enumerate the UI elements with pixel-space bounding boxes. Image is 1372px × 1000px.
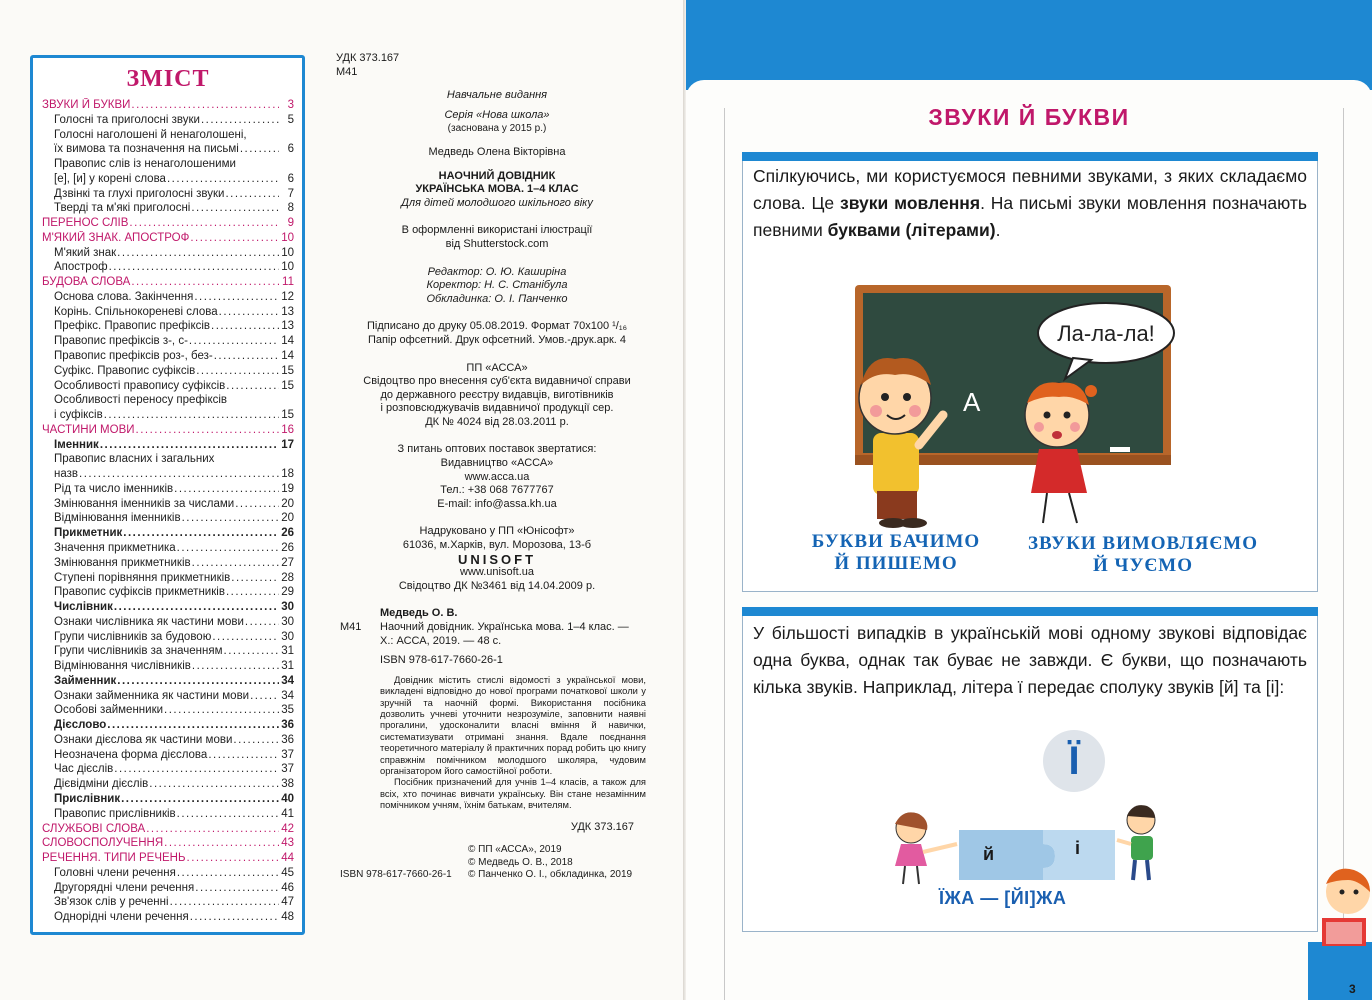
toc-page-number: 34	[281, 689, 294, 702]
toc-entry-label: Ознаки займенника як частини мови	[54, 689, 250, 702]
toc-entry	[42, 172, 294, 187]
toc-entry	[42, 246, 294, 261]
toc-page-number: 43	[281, 837, 294, 850]
toc-entry-label: Групи числівників за значенням	[54, 645, 223, 658]
publisher: ПП «АССА»	[466, 361, 528, 374]
toc-page-number: 14	[281, 335, 294, 348]
page-number: 3	[1349, 982, 1356, 996]
toc-entry-label: М'ЯКИЙ ЗНАК. АПОСТРОФ	[42, 231, 190, 244]
toc-leader-dots	[174, 482, 279, 497]
toc-page-number: 38	[281, 778, 294, 791]
unisoft-certificate: Свідоцтво ДК №3461 від 14.04.2009 р.	[398, 579, 596, 592]
info-box-sounds	[742, 152, 1318, 592]
term-letters: буквами (літерами)	[827, 220, 996, 240]
toc-entry	[42, 600, 294, 615]
toc-section	[42, 275, 294, 290]
toc-section	[42, 836, 294, 851]
table-of-contents	[30, 55, 305, 935]
certificate-1: Свідоцтво про внесення суб'єкта видавничої справи	[363, 375, 631, 388]
toc-leader-dots	[191, 201, 279, 216]
toc-leader-dots	[219, 305, 279, 320]
toc-entry-label: Іменник	[54, 438, 99, 451]
toc-page-number: 20	[281, 512, 294, 525]
toc-entry	[42, 689, 294, 704]
toc-page-number: 42	[281, 822, 294, 835]
intro-paragraph: Спілкуючись, ми користуємося певними звуками, з яких складаємо слова. Це звуки мовлення. На письмі звуки мовлення позначають певними буквами (літерами).	[753, 166, 1307, 240]
toc-entry-label: [е], [и] у корені слова	[54, 172, 166, 185]
certificate-4: ДК № 4024 від 28.03.2011 р.	[425, 415, 569, 428]
toc-section	[42, 98, 294, 113]
caption-sounds: ЗВУКИ ВИМОВЛЯЄМО Й ЧУЄМО	[1027, 533, 1258, 576]
toc-entry	[42, 733, 294, 748]
toc-leader-dots	[164, 836, 279, 851]
certificate-2: до державного реєстру видавців, виготівників	[380, 388, 614, 401]
certificate-3: і розповсюджувачів видавничої продукції сер.	[380, 402, 614, 415]
bib-line-2: Х.: АССА, 2019. — 48 с.	[380, 634, 502, 647]
toc-leader-dots	[192, 659, 279, 674]
isbn: ISBN 978-617-7660-26-1	[380, 654, 503, 667]
toc-entry-label: Тверді та м'які приголосні	[54, 202, 191, 215]
toc-entry-label: Особові займенники	[54, 704, 164, 717]
toc-entry-label: ЗВУКИ Й БУКВИ	[42, 99, 131, 111]
toc-page-number: 10	[281, 261, 294, 274]
toc-page-number: 36	[281, 719, 294, 732]
toc-leader-dots	[224, 644, 279, 659]
toc-leader-dots	[107, 718, 279, 733]
toc-entry-label: Основа слова. Закінчення	[54, 290, 194, 303]
toc-page-number: 7	[287, 187, 294, 200]
wholesale-2: Видавництво «АССА»	[440, 457, 554, 470]
toc-page-number: 34	[281, 674, 294, 687]
toc-leader-dots	[177, 807, 279, 822]
toc-page-number: 29	[281, 586, 294, 599]
toc-page-number: 11	[282, 276, 294, 289]
toc-leader-dots	[123, 526, 279, 541]
print-info-2: Папір офсетний. Друк офсетний. Умов.-друк.арк. 4	[367, 333, 627, 346]
letter-rule-paragraph: У більшості випадків в українській мові одному звукові відповідає одна буква, однак так буває не завжди. Є букви, що позначають кілька звуків. Наприклад, літера ї передає сполуку звуків [й] та [і]:	[753, 623, 1307, 697]
toc-leader-dots	[235, 497, 279, 512]
toc-leader-dots	[167, 172, 279, 187]
toc-page-number: 30	[281, 615, 294, 628]
toc-leader-dots	[189, 334, 279, 349]
m41-code: М41	[336, 65, 358, 78]
toc-entry	[42, 792, 294, 807]
toc-leader-dots	[100, 438, 279, 453]
toc-leader-dots	[226, 585, 279, 600]
wholesale-1: З питань оптових поставок звертатися:	[397, 443, 597, 456]
toc-leader-dots	[250, 689, 279, 704]
toc-page-number: 15	[281, 409, 294, 422]
toc-page-number: 26	[281, 527, 294, 540]
illustrations-note-2: від Shutterstock.com	[445, 237, 549, 250]
toc-leader-dots	[212, 630, 279, 645]
toc-entry	[42, 187, 294, 202]
toc-entry-label: СЛОВОСПОЛУЧЕННЯ	[42, 837, 164, 850]
toc-entry	[42, 748, 294, 763]
toc-entry	[42, 718, 294, 733]
girl-small-character	[895, 812, 957, 884]
toc-section	[42, 231, 294, 246]
toc-entry	[42, 630, 294, 645]
toc-leader-dots	[136, 423, 279, 438]
toc-leader-dots	[177, 541, 279, 556]
toc-leader-dots	[195, 881, 279, 896]
toc-page-number: 6	[287, 172, 294, 185]
toc-entry	[42, 777, 294, 792]
toc-entry	[42, 762, 294, 777]
illustrations-note-1: В оформленні використані ілюстрації	[401, 224, 593, 237]
toc-title: ЗМІСТ	[126, 66, 210, 92]
toc-entry	[42, 703, 294, 718]
toc-entry	[42, 260, 294, 275]
copyright-2: © Медведь О. В., 2018	[468, 856, 573, 868]
toc-entry-label: Корінь. Спільнокореневі слова	[54, 305, 218, 318]
toc-page-number: 18	[281, 468, 294, 481]
toc-page-number: 15	[281, 379, 294, 392]
description-paragraph-2: Посібник призначений для учнів 1–4 класів, а також для всіх, хто починає вивчати українську. Він стане незамінним помічником учням, їхнім батькам, вчителям.	[380, 776, 646, 811]
toc-leader-dots	[211, 319, 279, 334]
toc-leader-dots	[192, 556, 279, 571]
toc-entry	[42, 142, 294, 157]
copyright-1: © ПП «АССА», 2019	[468, 844, 562, 856]
corrector: Коректор: Н. С. Станібула	[426, 279, 568, 292]
toc-entry-label: ЧАСТИНИ МОВИ	[42, 423, 135, 436]
section-title: ЗВУКИ Й БУКВИ	[928, 104, 1130, 130]
toc-entry	[42, 364, 294, 379]
toc-entry-label: Числівник	[54, 601, 113, 614]
toc-entry-label: Групи числівників за будовою	[54, 630, 212, 643]
toc-leader-dots	[131, 98, 279, 113]
toc-page-number: 31	[281, 645, 294, 658]
toc-entry-label: Префікс. Правопис префіксів	[54, 320, 211, 333]
toc-entry-label: Відмінювання іменників	[54, 512, 181, 525]
toc-leader-dots	[149, 777, 279, 792]
toc-entry	[42, 866, 294, 881]
toc-section	[42, 216, 294, 231]
toc-leader-dots	[114, 762, 279, 777]
toc-page-number: 27	[281, 556, 294, 569]
toc-page-number: 12	[281, 290, 294, 303]
series: Серія «Нова школа»	[444, 108, 550, 121]
letter-yi-circle: Ї	[1043, 730, 1105, 792]
toc-entry-label: Правопис префіксів роз-, без-	[54, 350, 213, 363]
toc-entry-label: Однорідні члени речення	[54, 911, 189, 924]
toc-entry-label: Змінювання іменників за числами	[54, 497, 235, 510]
term-speech-sounds: звуки мовлення	[840, 193, 981, 213]
toc-entry-label: Правопис суфіксів прикметників	[54, 586, 225, 599]
print-info-1: Підписано до друку 05.08.2019. Формат 70х100 ¹/₁₆	[366, 320, 628, 333]
toc-entry-label: БУДОВА СЛОВА	[42, 276, 131, 289]
toc-entry-label: Правопис префіксів з-, с-	[54, 335, 188, 348]
toc-page-number: 41	[281, 807, 294, 820]
toc-entry-label: Займенник	[54, 674, 117, 687]
toc-page-number: 45	[281, 866, 294, 879]
board-letter: А	[963, 387, 981, 417]
toc-leader-dots	[245, 615, 279, 630]
toc-leader-dots	[233, 733, 279, 748]
unisoft-logo: UNISOFT	[457, 551, 537, 567]
toc-leader-dots	[131, 275, 279, 290]
toc-page-number: 40	[281, 792, 294, 805]
toc-entry-label: ПЕРЕНОС СЛІВ	[42, 217, 129, 230]
toc-entry-label: Особливості правопису суфіксів	[54, 379, 226, 392]
toc-entry-label: Ознаки числівника як частини мови	[54, 615, 244, 628]
toc-page-number: 37	[281, 763, 294, 776]
toc-leader-dots	[225, 187, 279, 202]
toc-entry	[42, 201, 294, 216]
edition-type: Навчальне видання	[446, 89, 548, 102]
toc-entry-label: Голосні та приголосні звуки	[54, 113, 200, 126]
toc-entry	[42, 482, 294, 497]
toc-entry-label: Прикметник	[54, 527, 123, 540]
toc-entry-label: Правопис власних і загальних	[54, 453, 215, 466]
toc-entry	[42, 556, 294, 571]
toc-entry-label: Правопис слів із ненаголошеними	[54, 158, 236, 171]
puzzle-illustration	[743, 608, 1319, 933]
toc-leader-dots	[146, 822, 279, 837]
kids-illustration	[743, 153, 1319, 593]
toc-entry-label: Другорядні члени речення	[54, 881, 195, 894]
toc-leader-dots	[226, 379, 279, 394]
toc-entry	[42, 408, 294, 423]
toc-page-number: 19	[281, 482, 294, 495]
toc-page-number: 30	[281, 601, 294, 614]
toc-page-number: 26	[281, 541, 294, 554]
book-description	[380, 674, 646, 811]
udk-bottom: УДК 373.167	[570, 820, 634, 833]
toc-leader-dots	[201, 113, 279, 128]
publisher-website: www.acca.ua	[464, 470, 530, 483]
toc-page-number: 44	[281, 852, 294, 865]
toc-entry-label: Змінювання прикметників	[54, 556, 191, 569]
toc-entry	[42, 319, 294, 334]
unisoft-website: www.unisoft.ua	[460, 566, 534, 579]
toc-entry-label: Дієслово	[54, 719, 107, 732]
puzzle-piece-i: і	[1075, 838, 1081, 858]
toc-entry-label: Відмінювання числівників	[54, 660, 191, 673]
toc-leader-dots	[182, 511, 279, 526]
toc-entry	[42, 674, 294, 689]
toc-entry	[42, 511, 294, 526]
toc-page-number: 36	[281, 733, 294, 746]
toc-page-number: 46	[281, 881, 294, 894]
toc-entry-label: Ступені порівняння прикметників	[54, 571, 231, 584]
toc-entry	[42, 467, 294, 482]
toc-entry	[42, 379, 294, 394]
book-title-1: НАОЧНИЙ ДОВІДНИК	[438, 169, 556, 182]
toc-section	[42, 423, 294, 438]
toc-leader-dots	[187, 851, 279, 866]
series-note: (заснована у 2015 р.)	[447, 123, 547, 135]
toc-entry	[42, 615, 294, 630]
speech-bubble-text: Ла-ла-ла!	[1057, 321, 1155, 346]
example-transcription: ЇЖА — [ЙІ]ЖА	[939, 888, 1067, 908]
right-page	[686, 0, 1372, 1000]
publisher-email: E-mail: info@assa.kh.ua	[437, 497, 557, 510]
toc-page-number: 13	[281, 320, 294, 333]
toc-entry-label: Правопис прислівників	[54, 807, 176, 820]
toc-page-number: 3	[287, 99, 294, 111]
toc-entry	[42, 305, 294, 320]
publisher-phone: Тел.: +38 068 7677767	[440, 484, 554, 497]
toc-entry	[42, 910, 294, 925]
toc-entry	[42, 659, 294, 674]
reading-kid-corner-icon	[1308, 862, 1372, 1000]
toc-entry	[42, 807, 294, 822]
toc-entry	[42, 881, 294, 896]
toc-page-number: 10	[281, 246, 294, 259]
toc-entry	[42, 157, 294, 172]
toc-entry-label: і суфіксів	[54, 409, 103, 422]
toc-leader-dots	[190, 910, 279, 925]
toc-page-number: 47	[281, 896, 294, 909]
toc-entry-label: Особливості переносу префіксів	[54, 394, 228, 407]
toc-list	[42, 98, 294, 925]
toc-entry	[42, 585, 294, 600]
toc-leader-dots	[117, 674, 279, 689]
toc-leader-dots	[190, 231, 279, 246]
toc-leader-dots	[240, 142, 279, 157]
toc-section	[42, 851, 294, 866]
info-box-letter-yi	[742, 607, 1318, 932]
toc-leader-dots	[164, 703, 279, 718]
toc-leader-dots	[177, 866, 279, 881]
toc-entry-label: Апостроф	[54, 261, 108, 274]
girl-character	[1025, 382, 1097, 523]
toc-page-number: 35	[281, 704, 294, 717]
toc-entry	[42, 113, 294, 128]
toc-entry-label: Суфікс. Правопис суфіксів	[54, 364, 196, 377]
imprint	[318, 52, 676, 882]
toc-entry-label: Зв'язок слів у реченні	[54, 896, 169, 909]
toc-leader-dots	[194, 290, 279, 305]
toc-leader-dots	[208, 748, 279, 763]
toc-leader-dots	[214, 349, 279, 364]
toc-page-number: 13	[281, 305, 294, 318]
toc-leader-dots	[109, 260, 279, 275]
toc-page-number: 6	[287, 143, 294, 156]
toc-entry	[42, 526, 294, 541]
bib-m41: М41	[340, 621, 362, 633]
toc-entry	[42, 290, 294, 305]
toc-page-number: 8	[287, 202, 294, 215]
toc-page-number: 16	[281, 423, 294, 436]
editor: Редактор: О. Ю. Каширіна	[427, 265, 567, 278]
audience: Для дітей молодшого шкільного віку	[401, 196, 593, 209]
toc-entry-label: Ознаки дієслова як частини мови	[54, 733, 233, 746]
toc-entry-label: Значення прикметника	[54, 541, 176, 554]
boy-small-character	[1117, 805, 1155, 880]
toc-page-number: 30	[281, 630, 294, 643]
toc-entry	[42, 128, 294, 143]
toc-page-number: 14	[281, 350, 294, 363]
toc-leader-dots	[121, 792, 279, 807]
toc-entry-label: Дієвідміни дієслів	[54, 778, 149, 791]
toc-entry-label: назв	[54, 468, 78, 481]
toc-entry	[42, 571, 294, 586]
puzzle-piece-y: й	[983, 844, 995, 864]
udk-code: УДК 373.167	[336, 52, 400, 64]
toc-entry	[42, 334, 294, 349]
top-color-band	[686, 0, 1372, 90]
toc-leader-dots	[114, 600, 279, 615]
toc-entry-label: СЛУЖБОВІ СЛОВА	[42, 822, 146, 835]
toc-entry	[42, 895, 294, 910]
toc-leader-dots	[117, 246, 279, 261]
toc-leader-dots	[170, 895, 279, 910]
toc-entry-label: Дзвінкі та глухі приголосні звуки	[54, 187, 225, 200]
toc-page-number: 31	[281, 660, 294, 673]
toc-entry-label: М'який знак	[54, 246, 117, 259]
author: Медведь Олена Вікторівна	[428, 145, 566, 158]
toc-page-number: 5	[287, 113, 294, 126]
toc-leader-dots	[129, 216, 279, 231]
toc-entry-label: Головні члени речення	[54, 866, 176, 879]
toc-entry	[42, 541, 294, 556]
bib-line-1: Наочний довідник. Українська мова. 1–4 клас. —	[380, 621, 629, 633]
toc-entry-label: Прислівник	[54, 792, 121, 805]
toc-entry	[42, 644, 294, 659]
cover-designer: Обкладинка: О. І. Панченко	[426, 292, 568, 305]
toc-entry	[42, 438, 294, 453]
toc-leader-dots	[104, 408, 279, 423]
toc-entry-label: Неозначена форма дієслова	[54, 748, 208, 761]
toc-entry-label: Рід та число іменників	[54, 482, 174, 495]
toc-page-number: 48	[281, 911, 294, 924]
toc-page-number: 37	[281, 748, 294, 761]
toc-entry-label: РЕЧЕННЯ. ТИПИ РЕЧЕНЬ	[42, 852, 186, 865]
toc-entry-label: Голосні наголошені й ненаголошені,	[54, 128, 247, 141]
printed-by-1: Надруковано у ПП «Юнісофт»	[419, 525, 575, 538]
boy-character	[859, 358, 943, 528]
toc-entry-label: їх вимова та позначення на письмі	[54, 143, 239, 156]
toc-page-number: 15	[281, 364, 294, 377]
printed-by-2: 61036, м.Харків, вул. Морозова, 13-б	[402, 539, 592, 552]
toc-entry	[42, 497, 294, 512]
toc-section	[42, 822, 294, 837]
toc-page-number: 10	[281, 231, 294, 244]
toc-entry	[42, 349, 294, 364]
book-title-2: УКРАЇНСЬКА МОВА. 1–4 КЛАС	[415, 183, 579, 196]
isbn-bottom: ISBN 978-617-7660-26-1	[340, 869, 452, 881]
toc-page-number: 28	[281, 571, 294, 584]
toc-leader-dots	[231, 571, 279, 586]
caption-letters: БУКВИ БАЧИМО Й ПИШЕМО	[811, 531, 981, 574]
toc-entry-label: Час дієслів	[54, 763, 114, 776]
toc-entry	[42, 393, 294, 408]
toc-leader-dots	[196, 364, 279, 379]
toc-entry	[42, 452, 294, 467]
toc-page-number: 17	[281, 438, 294, 451]
toc-page-number: 9	[287, 217, 294, 230]
toc-leader-dots	[79, 467, 279, 482]
description-paragraph-1: Довідник містить стислі відомості з української мови, викладені відповідно до нової програми початкової школи у зручній та наочній формі. Використання посібника дозволить учневі уточнити незрозуміле, заповнити наявні прогалини, удосконалити власні вміння й навички, систематизувати отримані знання. Вдале поєднання теоретичного матеріалу й практичних порад робить цю книгу справжнім помічником молодшого школяра, чудовим організатором його самостійної роботи.	[380, 673, 646, 777]
bib-author: Медведь О. В.	[380, 607, 458, 620]
toc-page-number: 20	[281, 497, 294, 510]
copyright-3: © Панченко О. І., обкладинка, 2019	[468, 869, 633, 881]
